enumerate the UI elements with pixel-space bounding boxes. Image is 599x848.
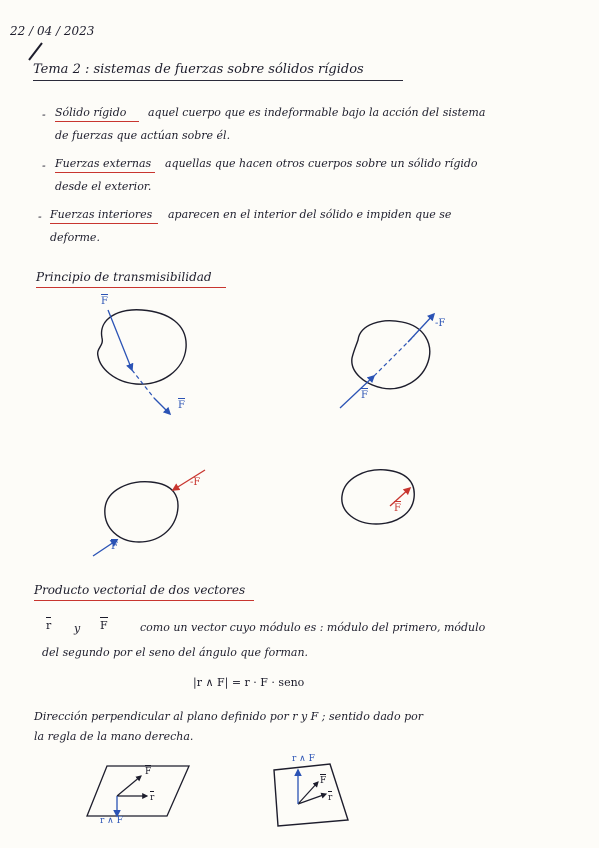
date-slash <box>26 40 46 62</box>
figure-transmisibilidad-1 <box>80 290 220 420</box>
definition-2-line2: desde el exterior. <box>55 180 152 193</box>
definition-2-term: Fuerzas externas <box>55 157 152 170</box>
page-title: Tema 2 : sistemas de fuerzas sobre sólidos rígidos <box>33 62 364 77</box>
definition-3-term: Fuerzas interiores <box>50 208 153 221</box>
definition-1-term: Sólido rígido <box>55 106 127 119</box>
rigid-body-shape <box>98 310 186 384</box>
label-cross-product: r ∧ F <box>100 816 123 826</box>
section-transmisibilidad-heading: Principio de transmisibilidad <box>36 270 212 284</box>
title-underline <box>33 80 403 81</box>
definition-3-term-underline <box>50 223 158 224</box>
direction-line1: Dirección perpendicular al plano definido por r y F ; sentido dado por <box>34 710 424 723</box>
force-vector-arrow <box>154 398 170 414</box>
vector-f-arrow <box>117 776 141 796</box>
label-f: F <box>145 767 152 777</box>
vector-r: r <box>46 619 52 632</box>
definition-3-bullet: - <box>38 210 42 223</box>
plane-shape <box>87 766 189 816</box>
figure-transmisibilidad-3 <box>85 466 225 566</box>
label-r: r <box>328 793 333 803</box>
definition-1-bullet: - <box>42 108 46 121</box>
date: 22 / 04 / 2023 <box>10 24 95 38</box>
force-vector-arrow <box>340 376 374 408</box>
conjunction-y: y <box>74 622 81 635</box>
label-cross-product: r ∧ F <box>292 754 315 764</box>
rigid-body-shape <box>105 482 178 542</box>
label-minus-f: -F <box>190 477 201 488</box>
figure-transmisibilidad-4 <box>330 460 440 540</box>
cross-product-formula: |r ∧ F| = r · F · seno <box>193 676 305 689</box>
figure-transmisibilidad-2 <box>330 300 470 420</box>
vector-f: F <box>100 619 108 632</box>
definition-2-line1: aquellas que hacen otros cuerpos sobre un sólido rígido <box>165 157 478 170</box>
definition-3-line1: aparecen en el interior del sólido e impiden que se <box>168 208 452 221</box>
definition-1-term-underline <box>55 121 139 122</box>
force-vector-arrow <box>408 314 434 342</box>
definition-1-line1: aquel cuerpo que es indeformable bajo la acción del sistema <box>148 106 486 119</box>
label-f: F <box>394 503 401 514</box>
section-producto-vectorial-heading: Producto vectorial de dos vectores <box>34 583 246 597</box>
definition-3-line2: deforme. <box>50 231 100 244</box>
section-producto-vectorial-underline <box>34 600 254 601</box>
label-f: F <box>361 390 368 401</box>
direction-line2: la regla de la mano derecha. <box>34 730 194 743</box>
figure-cross-product-2 <box>268 760 358 832</box>
label-r: r <box>150 793 155 803</box>
rigid-body-shape <box>342 470 414 524</box>
force-vector-arrow <box>108 310 132 370</box>
definition-line2: del segundo por el seno del ángulo que forman. <box>42 646 309 659</box>
definition-2-term-underline <box>55 172 155 173</box>
plane-shape <box>274 764 348 826</box>
label-f: F <box>111 541 118 552</box>
definition-2-bullet: - <box>42 159 46 172</box>
label-f: F <box>320 776 327 786</box>
label-f: F <box>101 296 108 307</box>
definition-1-line2: de fuerzas que actúan sobre él. <box>55 129 231 142</box>
label-minus-f: -F <box>435 318 446 329</box>
definition-line1: como un vector cuyo módulo es : módulo del primero, módulo <box>140 621 486 634</box>
label-f: F <box>178 400 185 411</box>
section-transmisibilidad-underline <box>36 287 226 288</box>
